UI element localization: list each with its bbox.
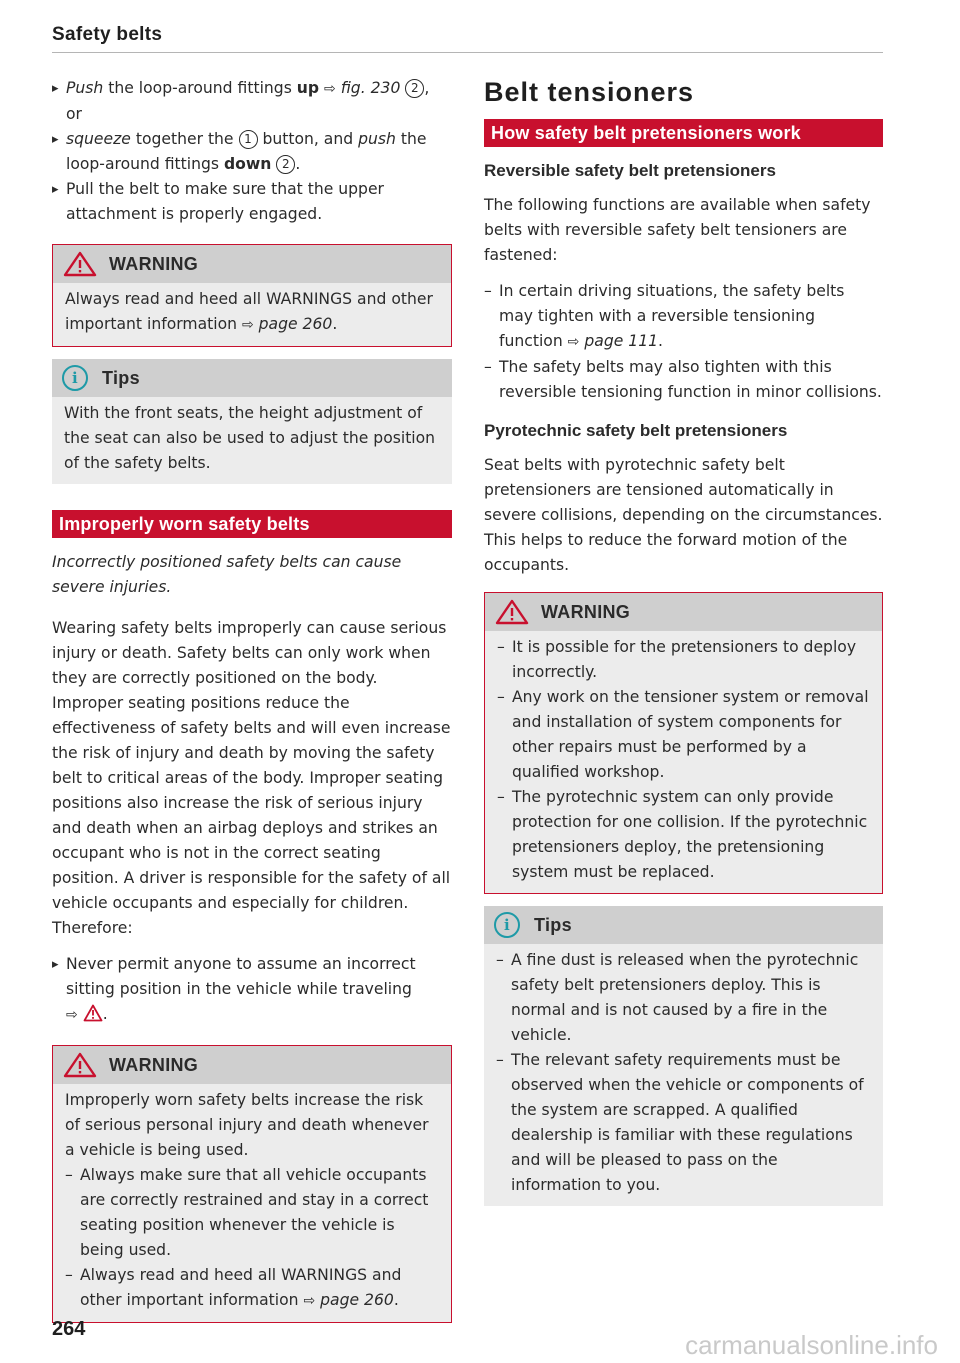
- subsection-text: The following functions are available when safety belts with reversible safety belt tensioners are fastened:: [484, 196, 871, 264]
- section-heading-bar: Improperly worn safety belts: [52, 510, 452, 538]
- text-italic: Push: [66, 79, 104, 97]
- text: the loop-around fittings: [66, 130, 427, 173]
- warning-reference-icon[interactable]: [83, 1004, 103, 1022]
- text: together the: [130, 130, 239, 148]
- text-bold: up: [296, 79, 320, 97]
- ref-arrow-icon: ⇨: [567, 334, 580, 350]
- list-item: – The safety belts may also tighten with this reversible tensioning function in minor collisions.: [484, 355, 883, 405]
- subsection-list: [484, 279, 883, 405]
- tips-title: Tips: [102, 367, 140, 388]
- subsection-text: Seat belts with pyrotechnic safety belt pretensioners are tensioned automatically in severe collisions, depending on the circumstances. This helps to reduce the forward motion of the occupants.: [484, 456, 883, 574]
- warning-triangle-icon: [495, 599, 529, 625]
- ref-arrow-icon: ⇨: [324, 81, 336, 97]
- subsection-heading: Reversible safety belt pretensioners: [484, 161, 776, 180]
- tips-item: – The relevant safety requirements must be observed when the vehicle or components of the system are scrapped. A qualified dealership is familiar with these regulations and will be pleased to pass on the information to you.: [496, 1048, 871, 1198]
- text-italic: squeeze: [66, 130, 131, 148]
- intro-bullet-3: ▸ Pull the belt to make sure that the upper attachment is properly engaged.: [52, 177, 452, 227]
- text: Always read and heed all WARNINGS and other important information: [80, 1266, 402, 1309]
- page-111-link[interactable]: page 111: [584, 332, 659, 350]
- warning-triangle-icon: [63, 1052, 97, 1078]
- text: ,: [424, 79, 430, 97]
- tips-item: – A fine dust is released when the pyrotechnic safety belt pretensioners deploy. This is normal and is not caused by a fire in the vehicle.: [496, 948, 871, 1048]
- warning-item: – The pyrotechnic system can only provide protection for one collision. If the pyrotechnic pretensioners deploy, the pretensioning system must be replaced.: [497, 785, 870, 885]
- text: .: [295, 155, 301, 173]
- tips-box: [484, 906, 883, 1206]
- watermark-text: carmanualsonline.info: [685, 1330, 938, 1360]
- page-number: 264: [52, 1318, 86, 1340]
- warning-body: [485, 631, 882, 893]
- warning-box: [52, 1045, 452, 1323]
- info-icon: i: [62, 365, 88, 391]
- text: .: [658, 332, 664, 350]
- warning-item: [65, 1263, 439, 1314]
- text: .: [102, 1005, 108, 1023]
- text-italic: push: [358, 130, 396, 148]
- tips-body: With the front seats, the height adjustment of the seat can also be used to adjust the position of the safety belts.: [64, 404, 436, 472]
- warning-body: [53, 283, 451, 346]
- ref-arrow-icon: ⇨: [66, 1007, 78, 1023]
- warning-text: Improperly worn safety belts increase the risk of serious personal injury and death whenever a vehicle is being used.: [65, 1091, 429, 1159]
- tips-header: [52, 359, 452, 397]
- intro-bullet-1: [52, 76, 452, 127]
- warning-title: WARNING: [109, 253, 199, 274]
- warning-item: – Any work on the tensioner system or removal and installation of system components for other repairs must be performed by a qualified workshop.: [497, 685, 870, 785]
- warning-body: [53, 1084, 451, 1322]
- chapter-heading: Belt tensioners: [484, 77, 695, 107]
- callout-2-icon: 2: [405, 79, 424, 98]
- section-heading-bar: How safety belt pretensioners work: [484, 119, 883, 147]
- warning-item: – Always make sure that all vehicle occupants are correctly restrained and stay in a correct seating position whenever the vehicle is being used.: [65, 1163, 439, 1263]
- text-bold: down: [223, 155, 272, 173]
- warning-box: [484, 592, 883, 894]
- tips-title: Tips: [534, 914, 572, 935]
- warning-header: [53, 245, 451, 283]
- warning-box: [52, 244, 452, 347]
- warning-title: WARNING: [109, 1054, 199, 1075]
- warning-header: [53, 1046, 451, 1084]
- intro-bullet-2: [52, 127, 452, 177]
- header-divider: [52, 52, 883, 53]
- warning-triangle-icon: [63, 251, 97, 277]
- text: .: [332, 315, 338, 333]
- warning-title: WARNING: [541, 601, 631, 622]
- ref-arrow-icon: ⇨: [303, 1293, 316, 1309]
- page-header-title: Safety belts: [52, 24, 163, 45]
- text: button, and: [257, 130, 359, 148]
- text: .: [393, 1291, 399, 1309]
- subsection-heading: Pyrotechnic safety belt pretensioners: [484, 421, 788, 440]
- text: or: [66, 105, 82, 123]
- ref-arrow-icon: ⇨: [241, 317, 254, 333]
- page-260-link[interactable]: page 260: [258, 315, 333, 333]
- fig-230-link[interactable]: fig. 230: [340, 79, 401, 97]
- section-bullet: [52, 952, 452, 1028]
- text: Always read and heed all WARNINGS and other important information: [65, 290, 433, 333]
- list-item: [484, 279, 883, 355]
- right-column: [484, 76, 883, 1206]
- page-260-link[interactable]: page 260: [320, 1291, 394, 1309]
- text: the loop-around fittings: [103, 79, 297, 97]
- info-icon: i: [494, 912, 520, 938]
- warning-header: [485, 593, 882, 631]
- left-column: [52, 76, 452, 1323]
- section-body: Wearing safety belts improperly can cause serious injury or death. Safety belts can only work when they are correctly positioned on the body. Improper seating positions reduce the effectiveness of safety belts and will even increase the risk of injury and death by moving the safety belt to critical areas of the body. Improper seating positions also increase the risk of serious injury and death when an airbag deploys and strikes an occupant who is not in the correct seating position. A driver is responsible for the safety of all vehicle occupants and especially for children. Therefore:: [52, 619, 451, 937]
- tips-header: [484, 906, 883, 944]
- section-lead: Incorrectly positioned safety belts can cause severe injuries.: [52, 553, 402, 596]
- callout-2-icon: 2: [276, 155, 295, 174]
- tips-box: [52, 359, 452, 484]
- text: Never permit anyone to assume an incorrect sitting position in the vehicle while traveling: [66, 955, 416, 998]
- tips-body: [484, 944, 883, 1206]
- callout-1-icon: 1: [239, 130, 258, 149]
- warning-item: – It is possible for the pretensioners to deploy incorrectly.: [497, 635, 870, 685]
- text: In certain driving situations, the safety belts may tighten with a reversible tensioning function: [499, 282, 845, 350]
